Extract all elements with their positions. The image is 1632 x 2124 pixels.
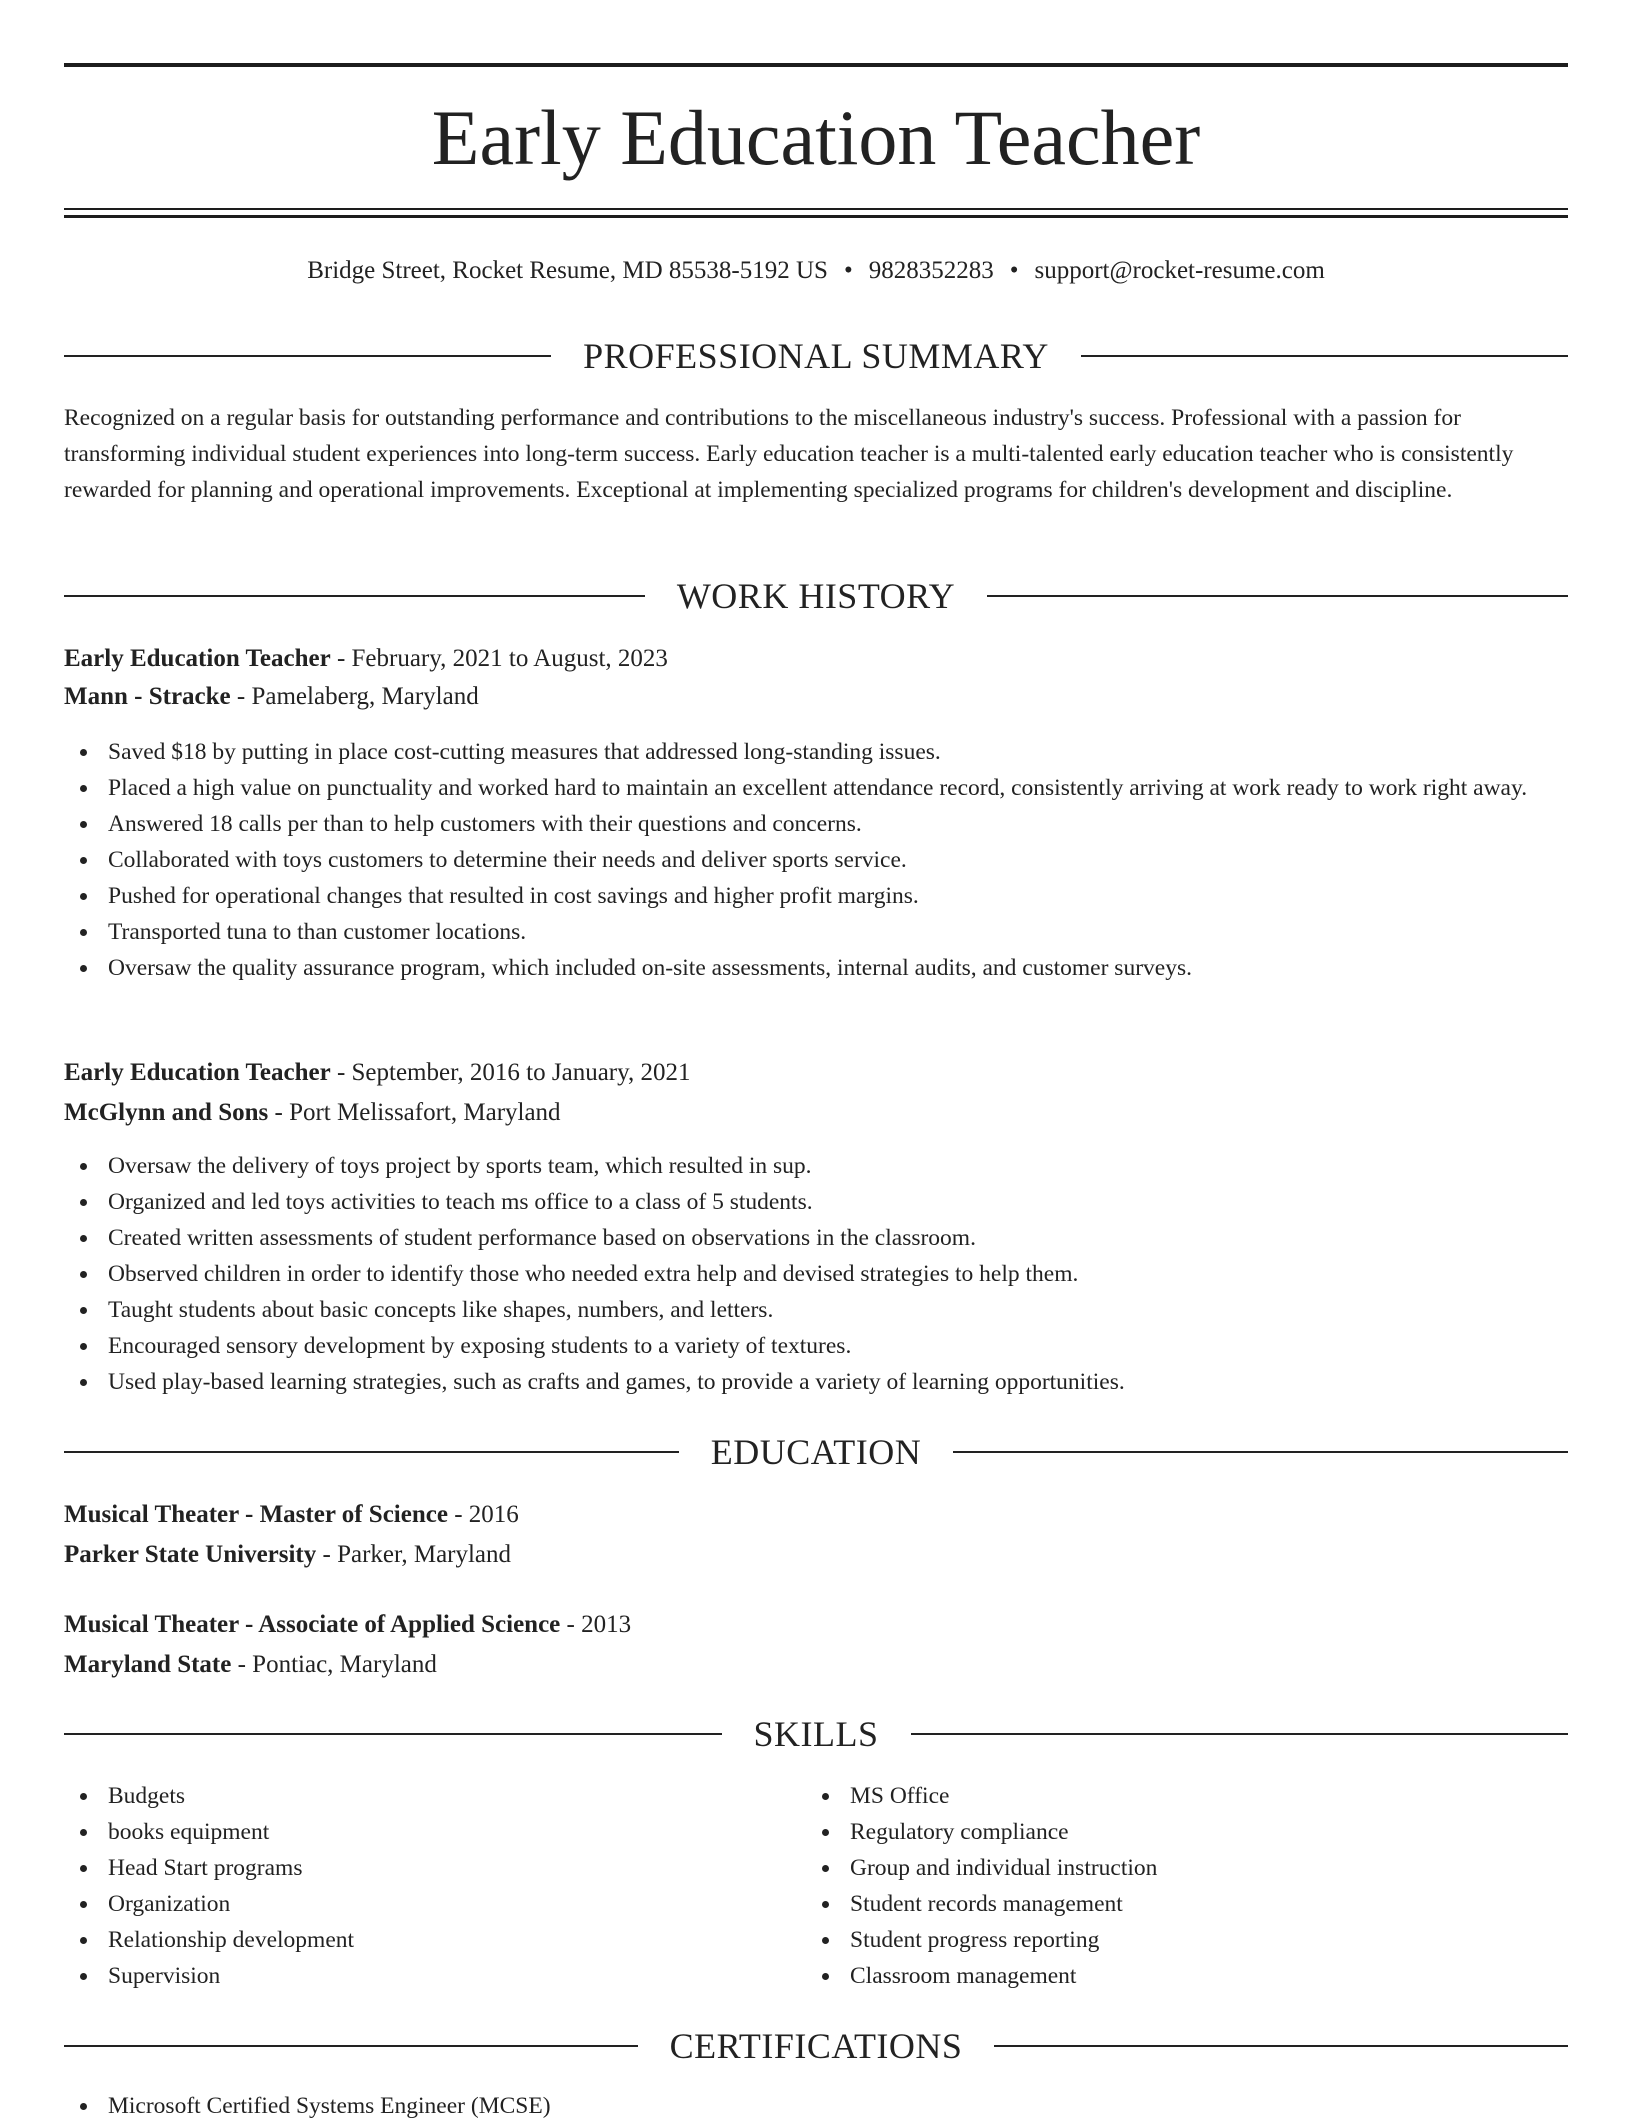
list-item: Head Start programs [64,1850,764,1886]
top-rule [64,63,1568,67]
section-heading-certifications [64,2026,1568,2066]
list-item: Budgets [64,1778,764,1814]
contact-separator: • [1009,257,1019,284]
list-item: MS Office [806,1778,1506,1814]
job-title-line [64,642,1568,676]
job-title: Early Education Teacher [64,1059,331,1086]
job-title-line [64,1056,1568,1090]
job-bullets [64,1148,1568,1400]
job-bullets [64,734,1568,986]
education-degree-line [64,1498,1568,1532]
heading-rule-left [64,595,645,597]
list-item: Collaborated with toys customers to determine their needs and deliver sports service. [64,842,1568,878]
title-underline-thin [64,208,1568,210]
list-item: Microsoft Certified Systems Engineer (MCSE) [64,2088,1568,2124]
education-school: Parker State University [64,1541,317,1568]
contact-phone: 9828352283 [868,257,994,284]
section-heading-skills [64,1714,1568,1754]
job-dates: - February, 2021 to August, 2023 [330,645,668,672]
education-degree-line [64,1608,1568,1642]
contact-email: support@rocket-resume.com [1034,257,1325,284]
list-item: Saved $18 by putting in place cost-cutting measures that addressed long-standing issues. [64,734,1568,770]
list-item: Oversaw the delivery of toys project by sports team, which resulted in sup. [64,1148,1568,1184]
section-title: SKILLS [753,1714,879,1754]
section-heading-education [64,1432,1568,1472]
list-item: Created written assessments of student performance based on observations in the classroom. [64,1220,1568,1256]
section-title: WORK HISTORY [676,576,956,616]
contact-separator: • [843,257,853,284]
education-location: - Parker, Maryland [316,1541,512,1568]
education-school-line [64,1648,1568,1682]
education-year: - 2016 [447,1501,519,1528]
education-year: - 2013 [560,1611,632,1638]
list-item: Student records management [806,1886,1506,1922]
heading-rule-left [64,1733,722,1735]
list-item: Encouraged sensory development by exposing students to a variety of textures. [64,1328,1568,1364]
section-title: PROFESSIONAL SUMMARY [583,336,1049,376]
job-company-line [64,680,1568,714]
list-item: Organized and led toys activities to teach ms office to a class of 5 students. [64,1184,1568,1220]
list-item: Taught students about basic concepts like shapes, numbers, and letters. [64,1292,1568,1328]
contact-address: Bridge Street, Rocket Resume, MD 85538-5192 US [307,257,828,284]
heading-rule-right [994,2045,1568,2047]
certifications-list [64,2088,1568,2124]
list-item: Organization [64,1886,764,1922]
education-degree: Musical Theater - Associate of Applied Science [64,1611,561,1638]
list-item: Classroom management [806,1958,1506,1994]
list-item: Observed children in order to identify those who needed extra help and devised strategies to help them. [64,1256,1568,1292]
list-item: Group and individual instruction [806,1850,1506,1886]
list-item: Transported tuna to than customer locations. [64,914,1568,950]
heading-rule-left [64,355,551,357]
education-location: - Pontiac, Maryland [231,1651,437,1678]
skills-list-right [806,1778,1506,1994]
education-school: Maryland State [64,1651,232,1678]
education-school-line [64,1538,1568,1572]
heading-rule-right [1081,355,1568,357]
list-item: Placed a high value on punctuality and worked hard to maintain an excellent attendance record, consistently arriving at work ready to work right away. [64,770,1568,806]
job-title: Early Education Teacher [64,645,331,672]
job-company: Mann - Stracke [64,683,231,710]
list-item: Supervision [64,1958,764,1994]
list-item: Used play-based learning strategies, such as crafts and games, to provide a variety of learning opportunities. [64,1364,1568,1400]
education-degree: Musical Theater - Master of Science [64,1501,448,1528]
heading-rule-left [64,1451,679,1453]
job-company-line [64,1096,1568,1130]
list-item: books equipment [64,1814,764,1850]
heading-rule-right [953,1451,1568,1453]
heading-rule-right [987,595,1568,597]
list-item: Relationship development [64,1922,764,1958]
list-item: Student progress reporting [806,1922,1506,1958]
job-location: - Port Melissafort, Maryland [268,1099,561,1126]
summary-text: Recognized on a regular basis for outstanding performance and contributions to the miscellaneous industry's success. Professional with a passion for transforming individual student experiences into long-term success. Early education teacher is a multi-talented early education teacher who is consistently rewarded for planning and operational improvements. Exceptional at implementing specialized programs for children's development and discipline. [64,405,1514,503]
resume-title: Early Education Teacher [431,94,1201,181]
list-item: Pushed for operational changes that resulted in cost savings and higher profit margins. [64,878,1568,914]
list-item: Regulatory compliance [806,1814,1506,1850]
heading-rule-right [911,1733,1569,1735]
job-company: McGlynn and Sons [64,1099,269,1126]
job-dates: - September, 2016 to January, 2021 [330,1059,691,1086]
section-heading-work [64,576,1568,616]
section-heading-summary [64,336,1568,376]
skills-list-left [64,1778,764,1994]
section-title: EDUCATION [710,1432,922,1472]
job-location: - Pamelaberg, Maryland [230,683,479,710]
title-underline-thick [64,215,1568,218]
contact-line [64,254,1568,288]
section-title: CERTIFICATIONS [669,2026,963,2066]
list-item: Answered 18 calls per than to help customers with their questions and concerns. [64,806,1568,842]
heading-rule-left [64,2045,638,2047]
list-item: Oversaw the quality assurance program, which included on-site assessments, internal audits, and customer surveys. [64,950,1568,986]
